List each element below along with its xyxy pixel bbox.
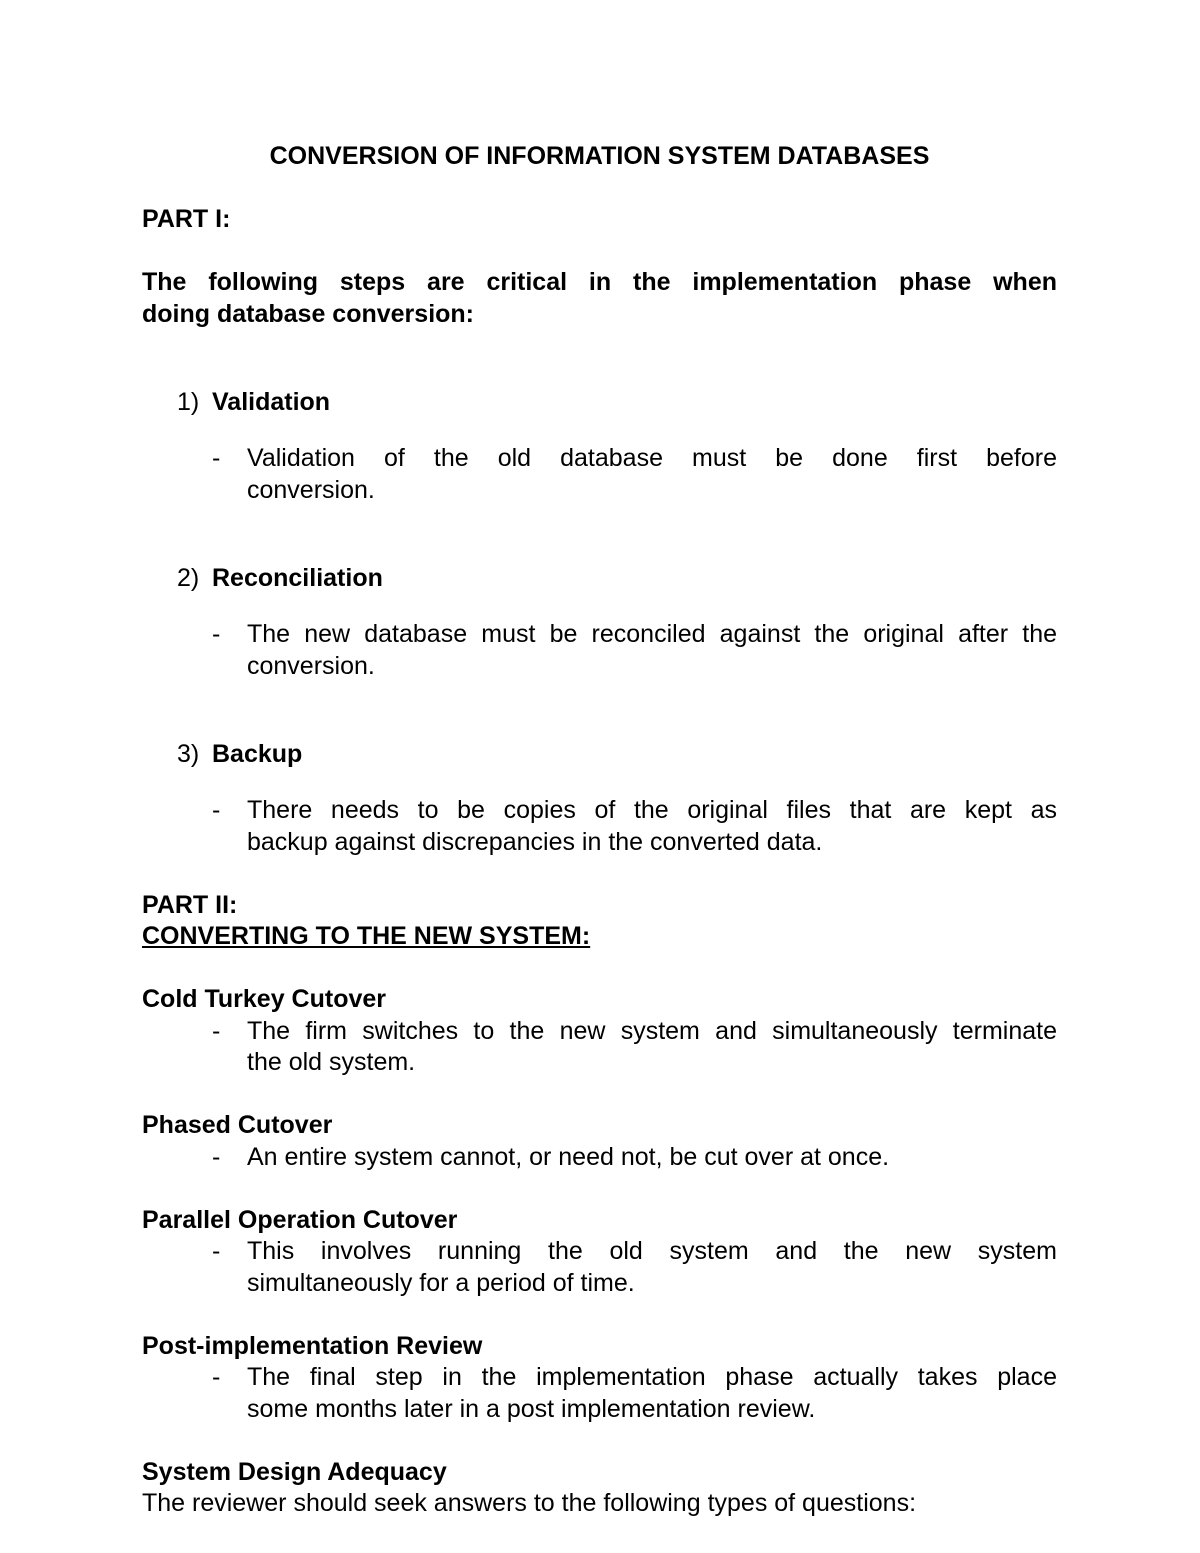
step-number: 3) xyxy=(177,739,200,768)
part1-heading: PART I: xyxy=(142,205,231,233)
section-text-line1: An entire system cannot, or need not, be cut over at once. xyxy=(247,1142,890,1171)
bullet-dash: - xyxy=(212,620,221,648)
step-text-line2: conversion. xyxy=(247,475,375,504)
step-text-line1: There needs to be copies of the original files that are kept as xyxy=(247,796,1057,824)
final-text: The reviewer should seek answers to the following types of questions: xyxy=(142,1489,917,1517)
section-text-line1: The firm switches to the new system and simultaneously terminate xyxy=(247,1016,1057,1045)
bullet-dash: - xyxy=(212,444,221,472)
bullet-dash: - xyxy=(212,796,221,824)
document-title: CONVERSION OF INFORMATION SYSTEM DATABASES xyxy=(269,142,930,170)
section-title: Cold Turkey Cutover xyxy=(142,985,387,1013)
section-cold-turkey xyxy=(142,984,1057,1079)
section-title: Phased Cutover xyxy=(142,1111,333,1139)
step-backup xyxy=(142,739,1057,859)
step-name: Reconciliation xyxy=(212,563,383,592)
step-text-line1: The new database must be reconciled against the original after the xyxy=(247,620,1057,648)
section-parallel xyxy=(142,1205,1057,1300)
bullet-dash: - xyxy=(212,1142,221,1171)
bullet-dash: - xyxy=(212,1237,221,1265)
section-text-line1: This involves running the old system and the new system xyxy=(247,1237,1057,1265)
section-text-line2: some months later in a post implementation review. xyxy=(247,1394,816,1423)
step-number: 2) xyxy=(177,563,200,592)
section-text-line2: simultaneously for a period of time. xyxy=(247,1268,635,1297)
step-number: 1) xyxy=(177,387,200,416)
part2-subheading: CONVERTING TO THE NEW SYSTEM: xyxy=(142,922,591,950)
section-phased xyxy=(142,1110,1057,1173)
section-text-line1: The final step in the implementation phase actually takes place xyxy=(247,1363,1057,1391)
bullet-dash: - xyxy=(212,1363,221,1391)
step-text-line1: Validation of the old database must be done first before xyxy=(247,444,1057,472)
step-validation xyxy=(142,387,1057,507)
part2-heading: PART II: xyxy=(142,890,238,919)
section-text-line2: the old system. xyxy=(247,1048,416,1076)
step-name: Backup xyxy=(212,739,303,768)
section-title: Post-implementation Review xyxy=(142,1331,483,1360)
bullet-dash: - xyxy=(212,1016,221,1045)
part1-intro-line2: doing database conversion: xyxy=(142,299,475,328)
document-content xyxy=(142,141,1057,1520)
part1-intro-line1: The following steps are critical in the implementation phase when xyxy=(142,268,1057,296)
section-title: Parallel Operation Cutover xyxy=(142,1205,458,1234)
step-reconciliation xyxy=(142,563,1057,683)
step-name: Validation xyxy=(212,387,331,416)
step-text-line2: conversion. xyxy=(247,651,375,680)
step-text-line2: backup against discrepancies in the converted data. xyxy=(247,827,823,856)
section-post-implementation xyxy=(142,1331,1057,1426)
final-heading: System Design Adequacy xyxy=(142,1457,447,1486)
